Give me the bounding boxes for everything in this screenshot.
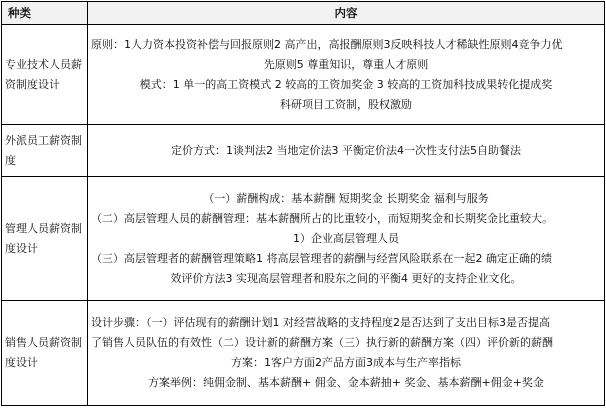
content-line: 效评价方法3 实现高层管理者和股东之间的平衡4 更好的支持企业文化。 (170, 271, 522, 285)
table-row-expatriate (2, 125, 605, 177)
content-line: 了销售人员队伍的有效性（二）设计新的薪酬方案（三）执行新的薪酬方案（四）评价新的薪酬 (91, 336, 553, 349)
row-content (88, 25, 605, 125)
row-content (88, 177, 605, 301)
header-category: 种类 (2, 2, 88, 25)
row-category: 销售人员薪资制度设计 (2, 301, 88, 406)
table-row-management (2, 177, 605, 301)
header-content: 内容 (88, 2, 605, 25)
row-content (88, 301, 605, 406)
content-line: 定价方式：1谈判法2 当地定价法3 平衡定价法4一次性支付法5自助餐法 (171, 143, 521, 157)
content-line: 设计步骤：（一）评估现有的薪酬计划1 对经营战略的支持程度2是否达到了支出目标3是否提高 (91, 316, 550, 329)
salary-system-table (1, 1, 605, 406)
table-row-sales (2, 301, 605, 406)
content-line: 方案举例：纯佣金制、基本薪酬+ 佣金、金本薪抽+ 奖金、基本薪酬+佣金+奖金 (148, 376, 544, 389)
content-line: 1）企业高层管理人员 (293, 231, 399, 245)
row-category: 外派员工薪资制度 (2, 125, 88, 177)
row-category: 专业技术人员薪资制度设计 (2, 25, 88, 125)
content-line: 模式：1 单一的高工资模式 2 较高的工资加奖金 3 较高的工资加科技成果转化提成奖 (139, 77, 553, 91)
content-line: 科研项目工资制，股权激励 (280, 97, 412, 111)
row-content (88, 125, 605, 177)
content-line: 原则：1人力资本投资补偿与回报原则2 高产出，高报酬原则3反映科技人才稀缺性原则4竞争力优 (91, 37, 563, 51)
content-line: （三）高层管理者的薪酬管理策略1 将高层管理者的薪酬与经营风险联系在一起2 确定正确的绩 (91, 251, 552, 265)
content-line: 方案：1客户方面2产品方面3成本与生产率指标 (231, 356, 461, 369)
table-header-row (2, 2, 605, 25)
table-row-professional (2, 25, 605, 125)
content-line: 先原则5 尊重知识，尊重人才原则 (263, 57, 429, 71)
content-line: （二）高层管理人员的薪酬管理：基本薪酬所占的比重较小，而短期奖金和长期奖金比重较大。 (91, 211, 553, 225)
content-line: （一）薪酬构成：基本薪酬 短期奖金 长期奖金 福利与服务 (203, 191, 489, 205)
row-category: 管理人员薪资制度设计 (2, 177, 88, 301)
